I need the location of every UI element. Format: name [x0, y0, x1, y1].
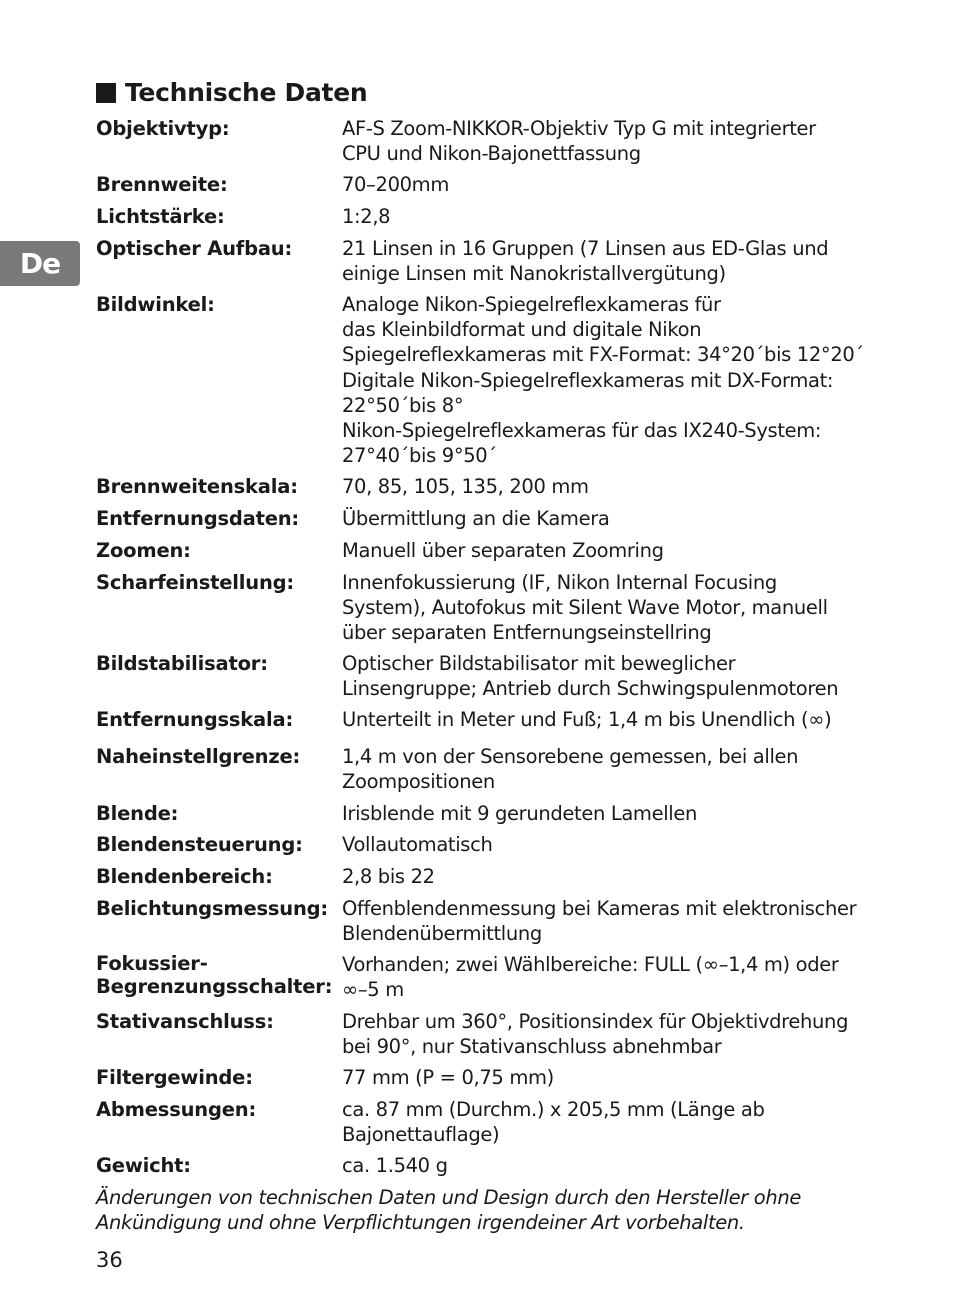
spec-value: 21 Linsen in 16 Gruppen (7 Linsen aus ED-Glas und einige Linsen mit Nanokristallvergütung) [342, 237, 829, 286]
footnote: Änderungen von technischen Daten und Design durch den Hersteller ohne Ankündigung und ohne Verpflichtungen irgendeiner Art vorbehalten. [96, 1186, 802, 1235]
spec-label: Naheinstellgrenze: [96, 745, 301, 768]
spec-label: Abmessungen: [96, 1098, 257, 1121]
spec-value: Irisblende mit 9 gerundeten Lamellen [342, 802, 698, 825]
spec-label: Blendenbereich: [96, 865, 273, 888]
spec-value: Vorhanden; zwei Wählbereiche: FULL (∞–1,4 m) oder ∞–5 m [342, 953, 839, 1002]
spec-value: 2,8 bis 22 [342, 865, 435, 888]
spec-label: Gewicht: [96, 1154, 191, 1177]
spec-value: 70–200mm [342, 173, 449, 196]
language-tab: De [0, 241, 80, 286]
spec-value: Vollautomatisch [342, 833, 493, 856]
spec-label: Bildwinkel: [96, 293, 215, 316]
spec-value: Manuell über separaten Zoomring [342, 539, 664, 562]
spec-label: Scharfeinstellung: [96, 571, 294, 594]
spec-label: Blende: [96, 802, 179, 825]
section-heading [96, 78, 367, 107]
spec-label: Zoomen: [96, 539, 191, 562]
spec-value: 77 mm (P = 0,75 mm) [342, 1066, 554, 1089]
section-title: Technische Daten [125, 78, 368, 107]
spec-label: Entfernungsskala: [96, 708, 294, 731]
spec-value: Optischer Bildstabilisator mit beweglicher Linsengruppe; Antrieb durch Schwingspulenmotoren [342, 652, 839, 701]
spec-value: Innenfokussierung (IF, Nikon Internal Focusing System), Autofokus mit Silent Wave Motor, manuell über separaten Entfernungseinstellring [342, 571, 828, 645]
spec-label: Objektivtyp: [96, 117, 230, 140]
spec-label: Filtergewinde: [96, 1066, 253, 1089]
spec-value: Unterteilt in Meter und Fuß; 1,4 m bis Unendlich (∞) [342, 708, 832, 731]
spec-label: Optischer Aufbau: [96, 237, 293, 260]
spec-label: Stativanschluss: [96, 1010, 274, 1033]
spec-label: Blendensteuerung: [96, 833, 303, 856]
spec-value: AF-S Zoom-NIKKOR-Objektiv Typ G mit integrierter CPU und Nikon-Bajonettfassung [342, 117, 816, 166]
spec-label: Bildstabilisator: [96, 652, 268, 675]
spec-label: Lichtstärke: [96, 205, 225, 228]
spec-label: Belichtungsmessung: [96, 897, 329, 920]
spec-label: Brennweitenskala: [96, 475, 298, 498]
spec-value: Drehbar um 360°, Positionsindex für Objektivdrehung bei 90°, nur Stativanschluss abnehmbar [342, 1010, 849, 1059]
page-number: 36 [96, 1248, 123, 1272]
square-bullet-icon [96, 83, 116, 103]
spec-value: Analoge Nikon-Spiegelreflexkameras für das Kleinbildformat und digitale Nikon Spiegelreflexkameras mit FX-Format: 34°20´bis 12°20´ Digitale Nikon-Spiegelreflexkameras mit DX-Format: 22°50´bis 8° Nikon-Spiegelreflexkameras für das IX240-System: 27°40´bis 9°50´ [342, 293, 864, 468]
spec-value: Übermittlung an die Kamera [342, 507, 610, 530]
spec-label: Entfernungsdaten: [96, 507, 300, 530]
spec-value: 1:2,8 [342, 205, 391, 228]
spec-value: 70, 85, 105, 135, 200 mm [342, 475, 589, 498]
spec-label: Fokussier- Begrenzungsschalter: [96, 952, 333, 998]
spec-value: ca. 1.540 g [342, 1154, 448, 1177]
spec-value: 1,4 m von der Sensorebene gemessen, bei allen Zoompositionen [342, 745, 799, 794]
spec-label: Brennweite: [96, 173, 228, 196]
spec-value: Offenblendenmessung bei Kameras mit elektronischer Blendenübermittlung [342, 897, 857, 946]
spec-value: ca. 87 mm (Durchm.) x 205,5 mm (Länge ab Bajonettauflage) [342, 1098, 765, 1147]
